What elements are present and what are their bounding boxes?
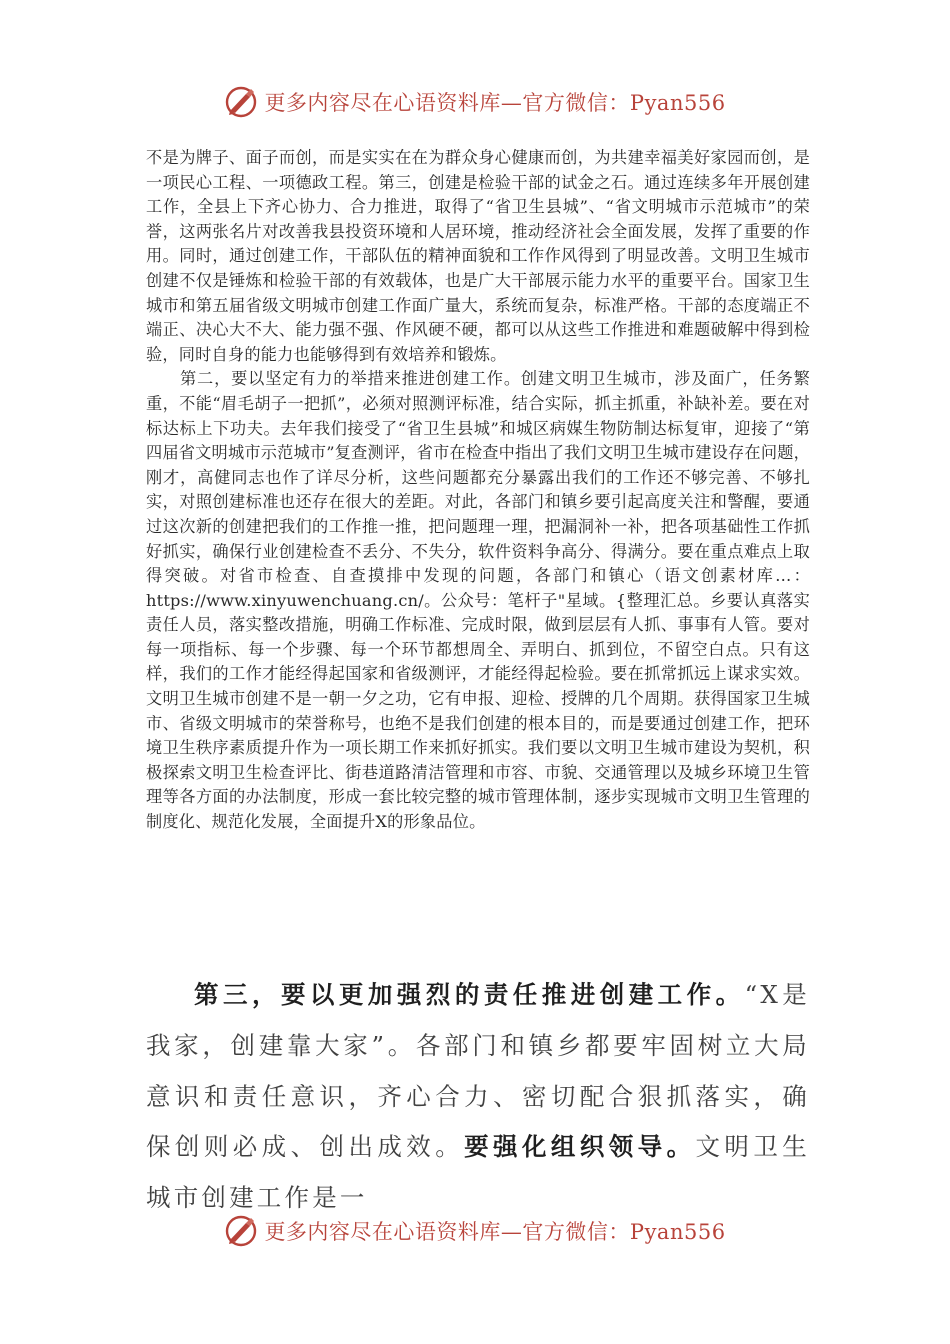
paragraph-2: 第二，要以坚定有力的举措来推进创建工作。创建文明卫生城市，涉及面广，任务繁重，不能“眉毛胡子一把抓”，必须对照测评标准，结合实际，抓主抓重，补缺补差。要在对标达标上下功夫。去年我们接受了“省卫生县城”和城区病媒生物防制达标复审，迎接了“第四届省文明城市示范城市”复查测评，省市在检查中指出了我们文明卫生城市建设存在问题，刚才，高健同志也作了详尽分析，这些问题都充分暴露出我们的工作还不够完善、不够扎实，对照创建标准也还存在很大的差距。对此，各部门和镇乡要引起高度关注和警醒，要通过这次新的创建把我们的工作推一推，把问题理一理，把漏洞补一补，把各项基础性工作抓好抓实，确保行业创建检查不丢分、不失分，软件资料争高分、得满分。要在重点难点上取得突破。对省市检查、自查摸排中发现的问题，各部门和镇心（语文创素材库…：https://www.xinyuwenchuang.cn/。公众号：笔杆子"星域。{整理汇总。乡要认真落实责任人员，落实整改措施，明确工作标准、完成时限，做到层层有人抓、事事有人管。要对每一项指标、每一个步骤、每一个环节都想周全、弄明白、抓到位，不留空白点。只有这样，我们的工作才能经得起国家和省级测评，才能经得起检验。要在抓常抓远上谋求实效。文明卫生城市创建不是一朝一夕之功，它有申报、迎检、授牌的几个周期。获得国家卫生城市、省级文明城市的荣誉称号，也绝不是我们创建的根本目的，而是要通过创建工作，把环境卫生秩序素质提升作为一项长期工作来抓好抓实。我们要以文明卫生城市建设为契机，积极探索文明卫生检查评比、街巷道路清洁管理和市容、市貌、交通管理以及城乡环境卫生管理等各方面的办法制度，形成一套比较完整的城市管理体制，逐步实现城市文明卫生管理的制度化、规范化发展，全面提升X的形象品位。 bbox=[146, 369, 810, 832]
pen-logo-icon bbox=[224, 1214, 258, 1248]
document-body bbox=[146, 146, 810, 835]
paragraph-1: 不是为牌子、面子而创，而是实实在在为群众身心健康而创，为共建幸福美好家园而创，是一项民心工程、一项德政工程。第三，创建是检验干部的试金之石。通过连续多年开展创建工作，全县上下齐心协力、合力推进，取得了“省卫生县城”、“省文明城市示范城市”的荣誉，这两张名片对改善我县投资环境和人居环境，推动经济社会全面发展，发挥了重要的作用。同时，通过创建工作，干部队伍的精神面貌和工作作风得到了明显改善。文明卫生城市创建不仅是锤炼和检验干部的有效载体，也是广大干部展示能力水平的重要平台。国家卫生城市和第五届省级文明城市创建工作面广量大，系统而复杂，标准严格。干部的态度端正不端正、决心大不大、能力强不强、作风硬不硬，都可以从这些工作推进和难题破解中得到检验，同时自身的能力也能够得到有效培养和锻炼。 bbox=[146, 148, 810, 364]
header-banner-text: 更多内容尽在心语资料库—官方微信：Pyan556 bbox=[264, 91, 726, 115]
paragraph-3 bbox=[146, 970, 810, 1224]
paragraph-3-text-1: “X是我家，创建靠大家”。各部门和镇乡都要牢固树立大局意识和责任意识，齐心合力、密切配合狠抓落实，确保创则必成、创出成效。 bbox=[146, 980, 810, 1162]
footer-banner-text: 更多内容尽在心语资料库—官方微信：Pyan556 bbox=[264, 1220, 726, 1244]
paragraph-3-text-2: 文明卫生城市创建工作是一 bbox=[146, 1132, 810, 1213]
paragraph-3-heading: 第三，要以更加强烈的责任推进创建工作。 bbox=[194, 980, 745, 1009]
document-body-large bbox=[146, 970, 810, 1224]
pen-logo-icon bbox=[224, 85, 258, 119]
footer-banner bbox=[0, 1211, 950, 1251]
header-banner bbox=[0, 82, 950, 122]
paragraph-3-subheading: 要强化组织领导。 bbox=[464, 1132, 696, 1162]
